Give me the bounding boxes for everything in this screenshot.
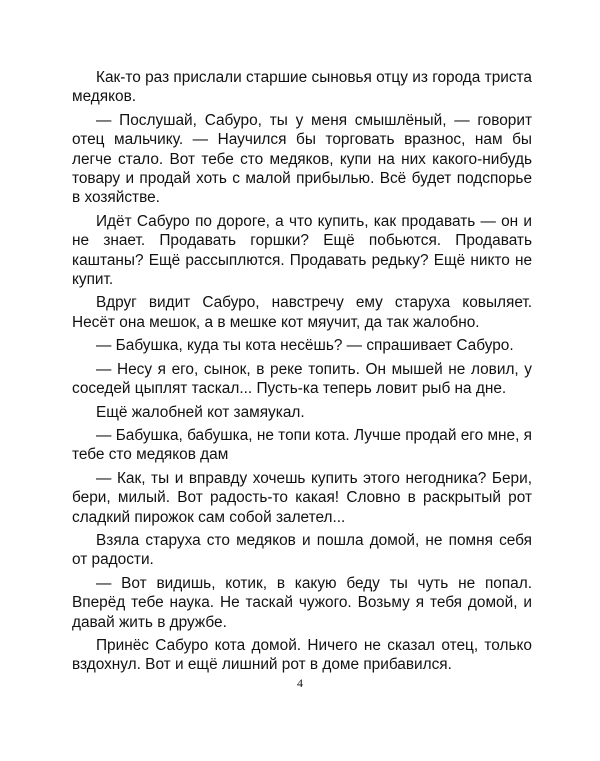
paragraph-11: — Вот видишь, котик, в какую беду ты чуть не попал. Вперёд тебе наука. Не таскай чужого. Возьму я тебя домой, и давай жить в дружбе. xyxy=(72,574,532,631)
paragraph-1: Как-то раз прислали старшие сыновья отцу из города триста медяков. xyxy=(72,69,532,106)
paragraph-6: — Несу я его, сынок, в реке топить. Он мышей не ловил, у соседей цыплят таскал... Пусть-ка теперь ловит рыб на дне. xyxy=(72,360,532,398)
paragraph-3: Идёт Сабуро по дороге, а что купить, как продавать — он и не знает. Продавать горшки? Ещё побьются. Продавать каштаны? Ещё рассыплются. Продавать редьку? Ещё никто не купит. xyxy=(72,212,532,289)
paragraph-10: Взяла старуха сто медяков и пошла домой, не помня себя от радости. xyxy=(72,531,532,569)
paragraph-7: Ещё жалобней кот замяукал. xyxy=(96,403,305,421)
paragraph-4: Вдруг видит Сабуро, навстречу ему старуха ковыляет. Несёт она мешок, а в мешке кот мяучит, да так жалобно. xyxy=(72,294,532,331)
paragraph-9: — Как, ты и вправду хочешь купить этого негодника? Бери, бери, милый. Вот радость-то какая! Словно в раскрытый рот сладкий пирожок сам собой залетел... xyxy=(72,469,532,526)
paragraph-8: — Бабушка, бабушка, не топи кота. Лучше продай его мне, я тебе сто медяков дам xyxy=(72,426,532,464)
page-number: 4 xyxy=(297,676,303,690)
paragraph-2: — Послушай, Сабуро, ты у меня смышлёный, — говорит отец мальчику. — Научился бы торговать вразнос, нам бы легче стало. Вот тебе сто медяков, купи на них какого-нибудь товару и продай хоть с малой прибылью. Всё будет подспорье в хозяйстве. xyxy=(72,111,532,207)
paragraph-12: Принёс Сабуро кота домой. Ничего не сказал отец, только вздохнул. Вот и ещё лишний рот в доме прибавился. xyxy=(72,636,532,674)
story-text xyxy=(72,68,532,679)
paragraph-5: — Бабушка, куда ты кота несёшь? — спрашивает Сабуро. xyxy=(96,337,514,355)
